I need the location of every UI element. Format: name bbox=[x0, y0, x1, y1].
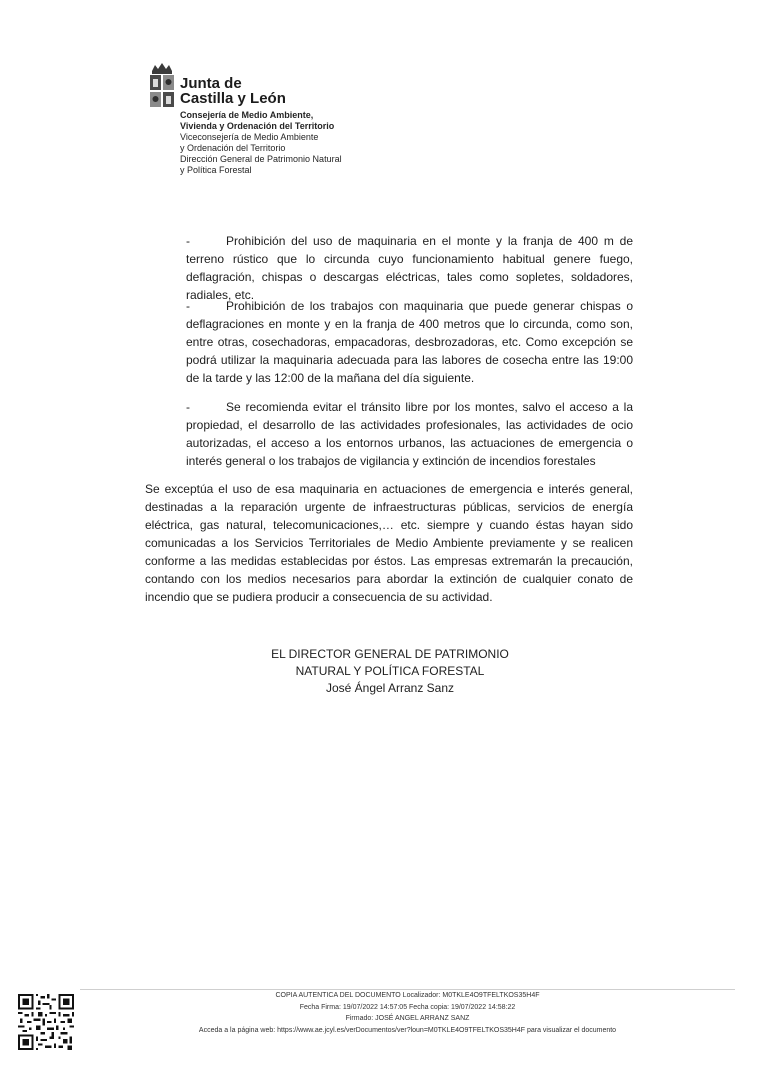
bullet-item bbox=[186, 232, 633, 304]
department-block bbox=[180, 110, 342, 176]
bullet-item bbox=[186, 297, 633, 387]
bullet-dash: - bbox=[186, 234, 190, 248]
dept-line: Vivienda y Ordenación del Territorio bbox=[180, 121, 335, 131]
footer-line: Fecha Firma: 19/07/2022 14:57:05 Fecha copia: 19/07/2022 14:58:22 bbox=[299, 1003, 516, 1011]
dept-line: y Política Forestal bbox=[180, 165, 252, 175]
dept-line: Consejería de Medio Ambiente, bbox=[180, 110, 314, 120]
coat-of-arms-icon bbox=[148, 62, 176, 110]
verification-footer bbox=[160, 990, 655, 1036]
dept-line: Dirección General de Patrimonio Natural bbox=[180, 154, 342, 164]
signature-title-line: NATURAL Y POLÍTICA FORESTAL bbox=[295, 664, 485, 678]
footer-line: COPIA AUTENTICA DEL DOCUMENTO Localizador: M0TKLE4O9TFELTKOS35H4F bbox=[275, 992, 540, 999]
bullet-text: Prohibición de los trabajos con maquinaria que puede generar chispas o deflagraciones en monte y en la franja de 400 metros que lo circunda, como son, entre otras, cosechadoras, empacadoras, desbrozadoras, etc. Como excepción se podrá utilizar la maquinaria adecuada para las labores de cosecha entre las 19:00 de la tarde y las 12:00 de la mañana del día siguiente. bbox=[186, 299, 633, 385]
body-paragraph: Se exceptúa el uso de esa maquinaria en actuaciones de emergencia e interés general, destinadas a la reparación urgente de infraestructuras públicas, servicios de energía eléctrica, gas natural, telecomunicaciones,… etc. siempre y cuando éstas hayan sido comunicadas a los Servicios Territoriales de Medio Ambiente previamente y se realicen conforme a las medidas establecidas por éstos. Las empresas extremarán la precaución, contando con los medios necesarios para abordar la extinción de cualquier conato de incendio que se pudiera producir a consecuencia de su actividad. bbox=[145, 482, 633, 604]
bullet-dash: - bbox=[186, 400, 190, 414]
signature-name: José Ángel Arranz Sanz bbox=[325, 681, 455, 695]
footer-link-line[interactable]: Acceda a la página web: https://www.ae.jcyl.es/verDocumentos/ver?loun=M0TKLE4O9TFELTKOS35H4F para visualizar el documento bbox=[198, 1026, 617, 1034]
bullet-dash: - bbox=[186, 299, 190, 313]
bullet-item bbox=[186, 398, 633, 470]
dept-line: Viceconsejería de Medio Ambiente bbox=[180, 132, 319, 142]
dept-line: y Ordenación del Territorio bbox=[180, 143, 286, 153]
brand-name: Junta de Castilla y León bbox=[180, 75, 286, 107]
bullet-text: Prohibición del uso de maquinaria en el monte y la franja de 400 m de terreno rústico que lo circunda cuyo funcionamiento habitual genere fuego, deflagración, chispas o descargas eléctricas, tales como sopletes, soldadores, radiales, etc. bbox=[186, 234, 633, 302]
bullet-text: Se recomienda evitar el tránsito libre por los montes, salvo el acceso a la propiedad, el desarrollo de las actividades profesionales, las actividades de ocio autorizadas, el acceso a los entornos urbanos, las actuaciones de emergencia o interés general o los trabajos de vigilancia y extinción de incendios forestales bbox=[186, 400, 633, 468]
signature-title-line: EL DIRECTOR GENERAL DE PATRIMONIO bbox=[271, 647, 509, 661]
qr-code-icon bbox=[18, 994, 74, 1050]
footer-line: Firmado: JOSÉ ANGEL ARRANZ SANZ bbox=[345, 1015, 470, 1022]
signature-block bbox=[200, 646, 580, 697]
